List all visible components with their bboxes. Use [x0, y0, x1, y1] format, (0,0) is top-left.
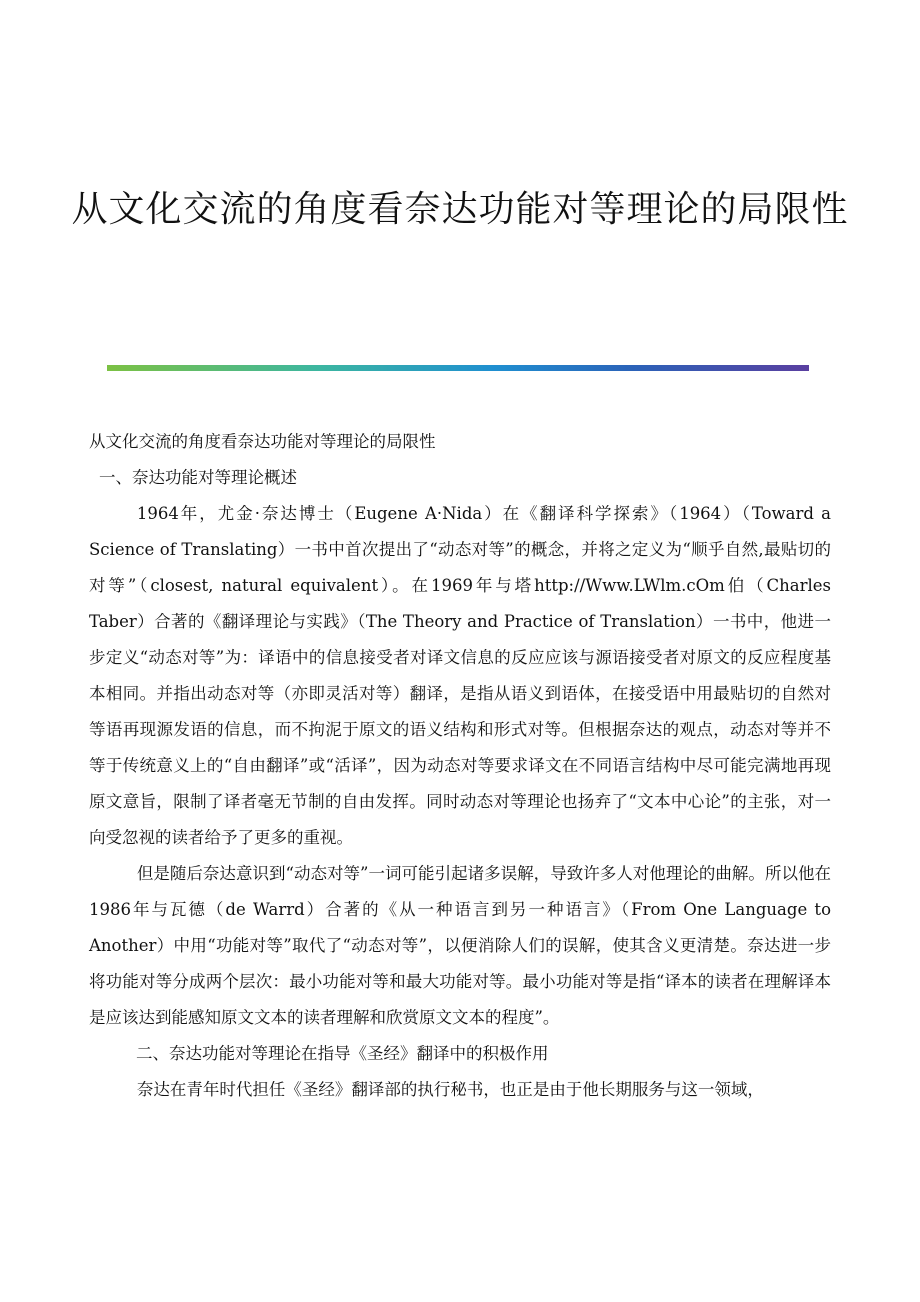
section-heading-2: 二、奈达功能对等理论在指导《圣经》翻译中的积极作用 [136, 1044, 549, 1063]
document-body [89, 424, 831, 1108]
gradient-divider [107, 365, 809, 371]
paragraph-1: 1964年，尤金·奈达博士（Eugene A·Nida）在《翻译科学探索》（1964）（Toward a Science of Translating）一书中首次提出了“动态对等”的概念，并将之定义为“顺乎自然,最贴切的对等”（closest, natural equivalent）。在1969年与塔http://Www.LWlm.cOm伯（Charles Taber）合著的《翻译理论与实践》（The Theory and Practice of Translation）一书中，他进一步定义“动态对等”为：译语中的信息接受者对译文信息的反应应该与源语接受者对原文的反应程度基本相同。并指出动态对等（亦即灵活对等）翻译，是指从语义到语体，在接受语中用最贴切的自然对等语再现源发语的信息，而不拘泥于原文的语义结构和形式对等。但根据奈达的观点，动态对等并不等于传统意义上的“自由翻译”或“活译”，因为动态对等要求译文在不同语言结构中尽可能完满地再现原文意旨，限制了译者毫无节制的自由发挥。同时动态对等理论也扬弃了“文本中心论”的主张，对一向受忽视的读者给予了更多的重视。 [89, 504, 831, 847]
document-title: 从文化交流的角度看奈达功能对等理论的局限性 [71, 189, 849, 230]
paragraph-2: 但是随后奈达意识到“动态对等”一词可能引起诸多误解，导致许多人对他理论的曲解。所以他在1986年与瓦德（de Warrd）合著的《从一种语言到另一种语言》（From One Language to Another）中用“功能对等”取代了“动态对等”，以便消除人们的误解，使其含义更清楚。奈达进一步将功能对等分成两个层次：最小功能对等和最大功能对等。最小功能对等是指“译本的读者在理解译本是应该达到能感知原文文本的读者理解和欣赏原文文本的程度”。 [89, 864, 831, 1027]
section-heading-1: 一、奈达功能对等理论概述 [99, 468, 297, 487]
subtitle: 从文化交流的角度看奈达功能对等理论的局限性 [89, 432, 436, 451]
paragraph-3: 奈达在青年时代担任《圣经》翻译部的执行秘书，也正是由于他长期服务与这一领域， [136, 1080, 764, 1099]
